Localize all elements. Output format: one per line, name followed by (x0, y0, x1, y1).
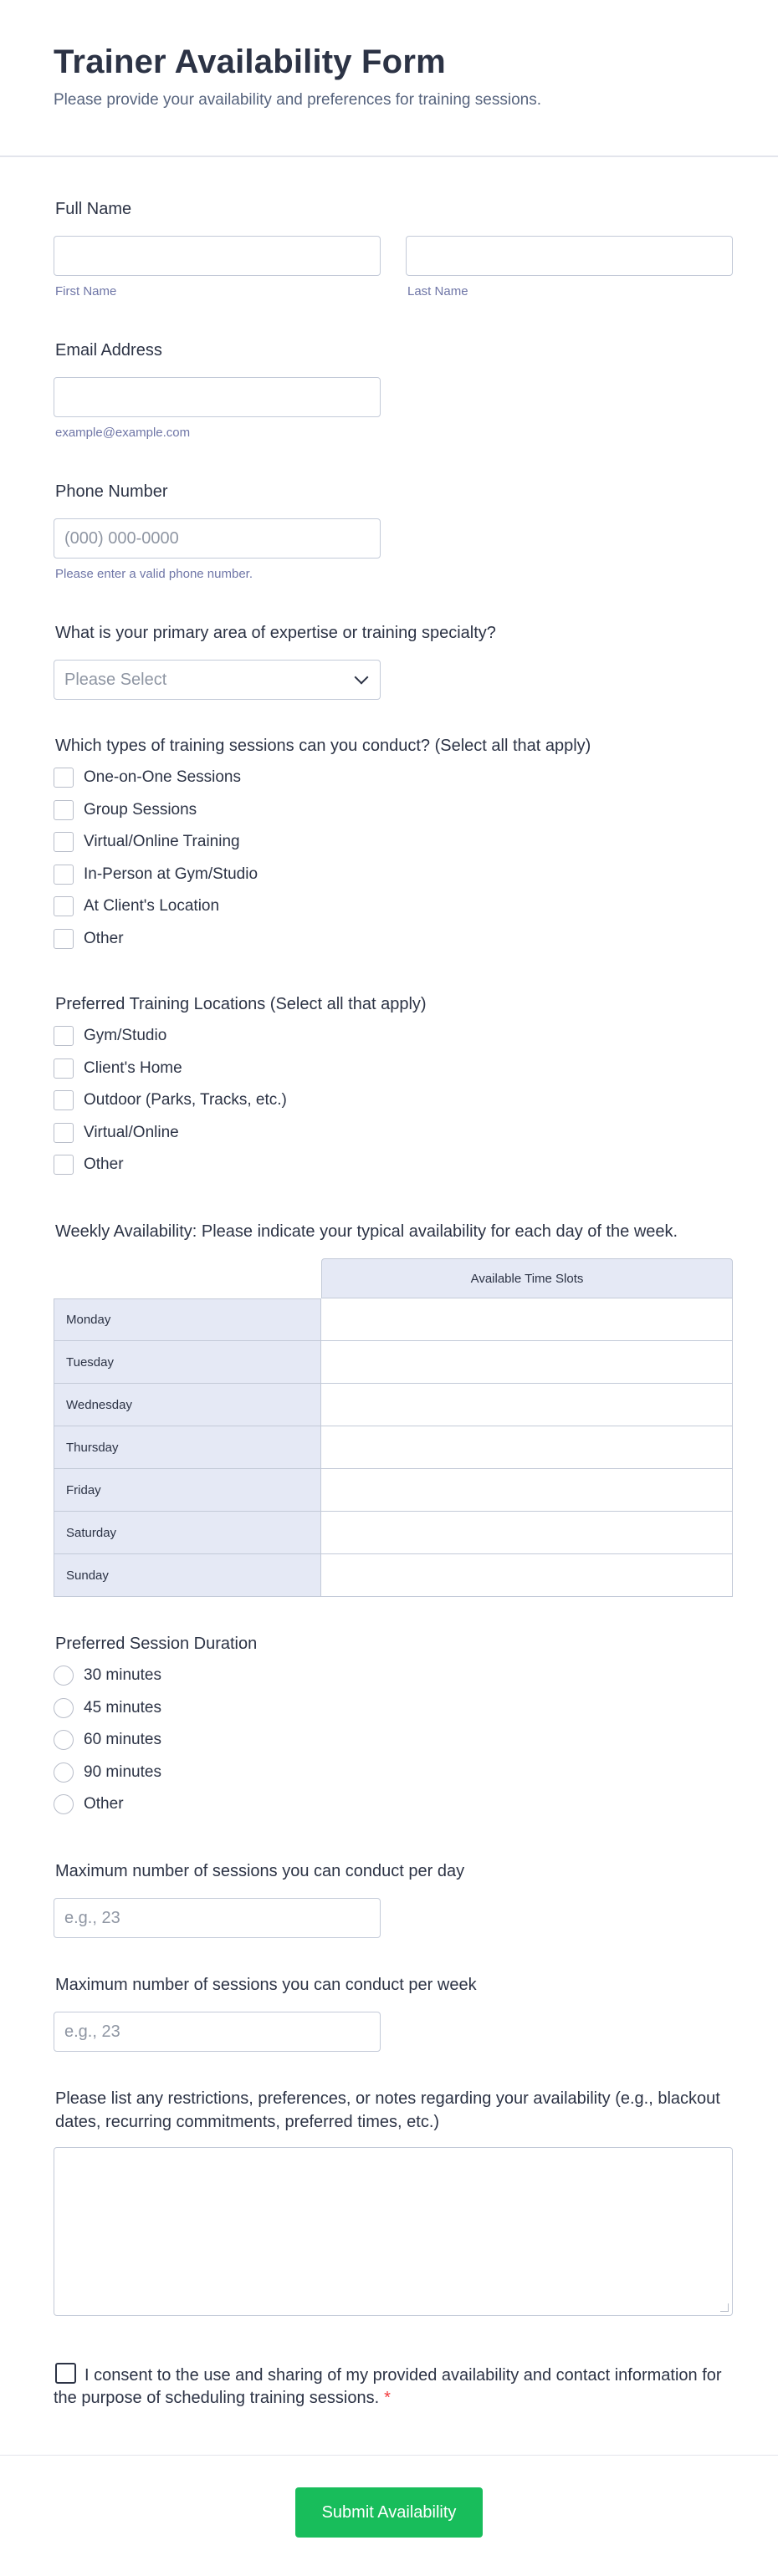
duration-section (54, 1632, 733, 1821)
checkbox[interactable] (54, 1155, 74, 1175)
locations-label: Preferred Training Locations (Select all that apply) (55, 995, 427, 1013)
table-row (54, 1384, 733, 1426)
email-input[interactable] (54, 377, 381, 417)
time-slot-cell[interactable] (321, 1512, 733, 1554)
time-slot-cell[interactable] (321, 1469, 733, 1512)
notes-section (54, 2087, 733, 2316)
option-label: Client's Home (84, 1058, 182, 1077)
option-label: One-on-One Sessions (84, 768, 241, 787)
expertise-section (54, 621, 733, 700)
form-header (0, 0, 778, 157)
expertise-selected-value: Please Select (64, 670, 167, 689)
session-types-section (54, 734, 733, 955)
option-label: 60 minutes (84, 1731, 161, 1749)
radio-button[interactable] (54, 1730, 74, 1750)
email-sublabel: example@example.com (55, 426, 191, 440)
radio-button[interactable] (54, 1794, 74, 1814)
checkbox[interactable] (54, 896, 74, 916)
option-label: Virtual/Online Training (84, 833, 240, 851)
required-asterisk: * (384, 2389, 391, 2407)
duration-option[interactable] (54, 1757, 733, 1789)
max-day-section (54, 1859, 733, 1938)
option-label: Other (84, 1795, 124, 1813)
session-type-option[interactable] (54, 762, 733, 794)
session-type-option[interactable] (54, 794, 733, 827)
day-label: Saturday (54, 1512, 321, 1554)
time-slot-cell[interactable] (321, 1341, 733, 1384)
duration-option[interactable] (54, 1788, 733, 1821)
notes-textarea[interactable] (54, 2147, 733, 2316)
session-type-option[interactable] (54, 859, 733, 891)
full-name-label: Full Name (55, 200, 132, 218)
weekly-availability-label: Weekly Availability: Please indicate your typical availability for each day of the week. (55, 1222, 678, 1241)
option-label: Group Sessions (84, 800, 197, 819)
consent-checkbox[interactable] (55, 2363, 76, 2384)
submit-button[interactable]: Submit Availability (295, 2487, 483, 2538)
option-label: Virtual/Online (84, 1123, 179, 1141)
table-row (54, 1341, 733, 1384)
max-week-label: Maximum number of sessions you can conduct per week (55, 1976, 477, 1994)
option-label: Other (84, 1155, 124, 1174)
checkbox[interactable] (54, 1123, 74, 1143)
consent-text: I consent to the use and sharing of my provided availability and contact information for the purpose of scheduling training sessions. (54, 2366, 722, 2407)
phone-input[interactable]: (000) 000-0000 (54, 518, 381, 559)
checkbox[interactable] (54, 929, 74, 949)
option-label: In-Person at Gym/Studio (84, 865, 258, 883)
location-option[interactable] (54, 1117, 733, 1150)
max-week-section (54, 1973, 733, 2052)
radio-button[interactable] (54, 1698, 74, 1718)
form-title: Trainer Availability Form (54, 43, 446, 80)
last-name-sublabel: Last Name (407, 284, 468, 298)
duration-option[interactable] (54, 1724, 733, 1757)
location-option[interactable] (54, 1149, 733, 1181)
column-header: Available Time Slots (321, 1258, 733, 1298)
locations-section (54, 992, 733, 1181)
table-row (54, 1554, 733, 1597)
session-type-option[interactable] (54, 890, 733, 923)
table-row (54, 1469, 733, 1512)
session-types-label: Which types of training sessions can you conduct? (Select all that apply) (55, 737, 591, 755)
duration-label: Preferred Session Duration (55, 1635, 258, 1653)
resize-grip-icon[interactable] (720, 2303, 729, 2312)
table-row (54, 1298, 733, 1341)
phone-label: Phone Number (55, 482, 168, 501)
day-label: Sunday (54, 1554, 321, 1597)
table-row (54, 1512, 733, 1554)
full-name-section (54, 197, 733, 298)
location-option[interactable] (54, 1053, 733, 1085)
day-label: Friday (54, 1469, 321, 1512)
radio-button[interactable] (54, 1762, 74, 1783)
checkbox[interactable] (54, 1026, 74, 1046)
option-label: 30 minutes (84, 1666, 161, 1685)
location-option[interactable] (54, 1084, 733, 1117)
radio-button[interactable] (54, 1665, 74, 1686)
form-footer (0, 2455, 778, 2576)
max-day-label: Maximum number of sessions you can conduct per day (55, 1862, 465, 1880)
email-label: Email Address (55, 341, 162, 360)
first-name-sublabel: First Name (55, 284, 117, 298)
notes-label: Please list any restrictions, preferences, or notes regarding your availability (e.g., blackout dates, recurring commitments, preferred times, etc.) (55, 2089, 720, 2131)
location-option[interactable] (54, 1020, 733, 1053)
checkbox[interactable] (54, 1058, 74, 1079)
phone-sublabel: Please enter a valid phone number. (55, 567, 253, 581)
option-label: Outdoor (Parks, Tracks, etc.) (84, 1091, 287, 1109)
max-day-input[interactable]: e.g., 23 (54, 1898, 381, 1938)
max-week-input[interactable]: e.g., 23 (54, 2012, 381, 2052)
duration-option[interactable] (54, 1660, 733, 1692)
email-section (54, 339, 381, 440)
phone-section (54, 480, 381, 581)
day-label: Wednesday (54, 1384, 321, 1426)
table-corner (54, 1258, 321, 1298)
time-slot-cell[interactable] (321, 1554, 733, 1597)
time-slot-cell[interactable] (321, 1384, 733, 1426)
weekly-availability-section (54, 1220, 733, 1597)
checkbox[interactable] (54, 865, 74, 885)
option-label: 90 minutes (84, 1762, 161, 1781)
expertise-select[interactable] (54, 660, 381, 700)
last-name-input[interactable] (406, 236, 733, 276)
first-name-input[interactable] (54, 236, 381, 276)
time-slot-cell[interactable] (321, 1426, 733, 1469)
option-label: Gym/Studio (84, 1027, 167, 1045)
consent-section (54, 2363, 733, 2410)
table-row (54, 1426, 733, 1469)
day-label: Monday (54, 1298, 321, 1341)
day-label: Tuesday (54, 1341, 321, 1384)
availability-table (54, 1258, 733, 1597)
duration-option[interactable] (54, 1692, 733, 1725)
checkbox[interactable] (54, 1090, 74, 1110)
form-subtitle: Please provide your availability and preferences for training sessions. (54, 91, 541, 109)
chevron-down-icon (355, 671, 369, 685)
checkbox[interactable] (54, 800, 74, 820)
session-type-option[interactable] (54, 826, 733, 859)
option-label: At Client's Location (84, 897, 220, 916)
checkbox[interactable] (54, 768, 74, 788)
table-header-row (54, 1258, 733, 1298)
option-label: 45 minutes (84, 1698, 161, 1716)
session-type-option[interactable] (54, 923, 733, 956)
day-label: Thursday (54, 1426, 321, 1469)
consent-checkbox-row[interactable] (54, 2363, 733, 2410)
time-slot-cell[interactable] (321, 1298, 733, 1341)
expertise-label: What is your primary area of expertise or training specialty? (55, 624, 496, 642)
checkbox[interactable] (54, 832, 74, 852)
option-label: Other (84, 929, 124, 947)
